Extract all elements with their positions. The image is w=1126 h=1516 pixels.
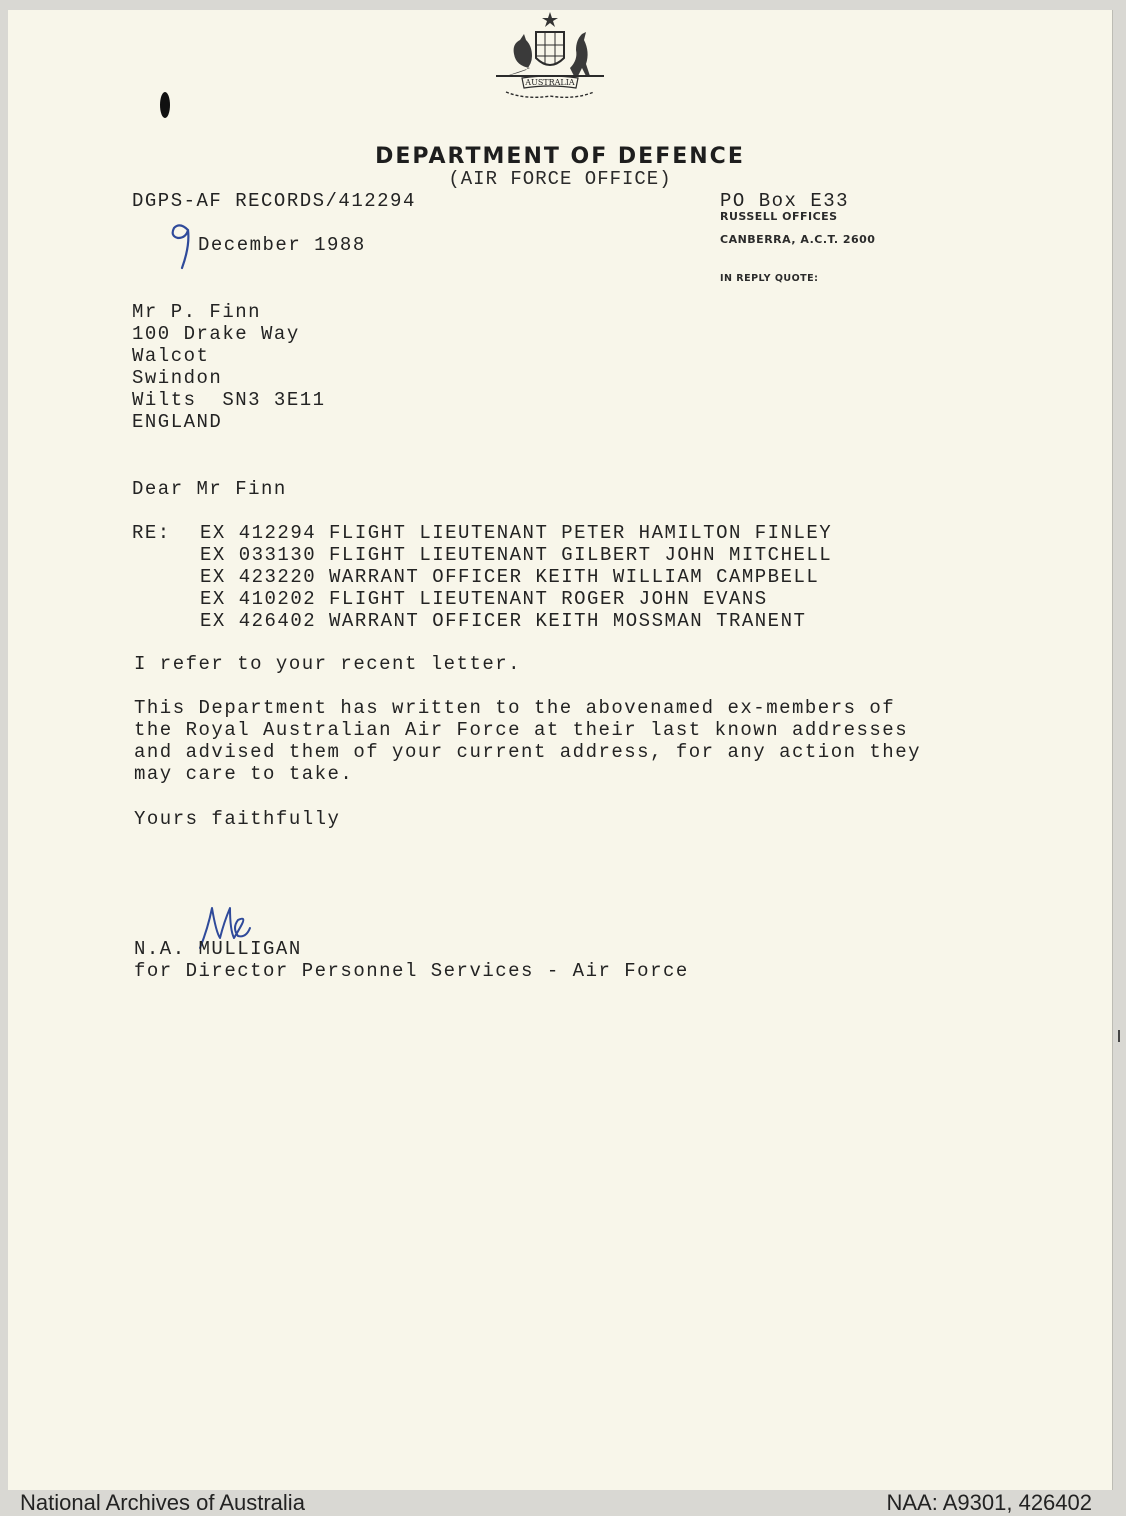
reference-number: DGPS-AF RECORDS/412294: [132, 190, 416, 212]
re-item: EX 410202 FLIGHT LIEUTENANT ROGER JOHN EVANS: [200, 588, 768, 610]
body-line: and advised them of your current address, for any action they: [134, 741, 922, 763]
letter-date: December 1988: [198, 234, 366, 256]
recipient-line: Walcot: [132, 345, 210, 367]
letter-page: [8, 10, 1112, 1490]
edge-mark: [1118, 1030, 1120, 1042]
reply-quote: IN REPLY QUOTE:: [720, 273, 819, 284]
closing: Yours faithfully: [134, 808, 341, 830]
body-paragraph-1: I refer to your recent letter.: [134, 653, 522, 675]
body-line: This Department has written to the abovenamed ex-members of: [134, 697, 896, 719]
recipient-line: 100 Drake Way: [132, 323, 300, 345]
coat-of-arms-icon: [486, 10, 614, 102]
recipient-line: Swindon: [132, 367, 223, 389]
russell-offices: RUSSELL OFFICES: [720, 210, 838, 223]
recipient-line: Mr P. Finn: [132, 301, 262, 323]
re-item: EX 033130 FLIGHT LIEUTENANT GILBERT JOHN MITCHELL: [200, 544, 833, 566]
archive-name: National Archives of Australia: [20, 1490, 305, 1515]
canberra-address: CANBERRA, A.C.T. 2600: [720, 233, 876, 246]
department-title: DEPARTMENT OF DEFENCE: [375, 144, 745, 169]
archive-reference: NAA: A9301, 426402: [886, 1490, 1092, 1515]
signatory-title: for Director Personnel Services - Air Force: [134, 960, 689, 982]
re-label: RE:: [132, 522, 171, 544]
re-item: EX 423220 WARRANT OFFICER KEITH WILLIAM CAMPBELL: [200, 566, 820, 588]
body-line: may care to take.: [134, 763, 354, 785]
re-item: EX 412294 FLIGHT LIEUTENANT PETER HAMILTON FINLEY: [200, 522, 833, 544]
office-subtitle: (AIR FORCE OFFICE): [448, 168, 672, 190]
ink-smudge: [160, 92, 170, 118]
handwritten-day: [166, 216, 198, 272]
po-box: PO Box E33: [720, 190, 850, 212]
salutation: Dear Mr Finn: [132, 478, 287, 500]
recipient-line: Wilts SN3 3E11: [132, 389, 326, 411]
recipient-line: ENGLAND: [132, 411, 223, 433]
body-line: the Royal Australian Air Force at their last known addresses: [134, 719, 909, 741]
signatory-name: N.A. MULLIGAN: [134, 938, 302, 960]
crest-scroll-text: AUSTRALIA: [525, 78, 575, 87]
re-item: EX 426402 WARRANT OFFICER KEITH MOSSMAN TRANENT: [200, 610, 807, 632]
